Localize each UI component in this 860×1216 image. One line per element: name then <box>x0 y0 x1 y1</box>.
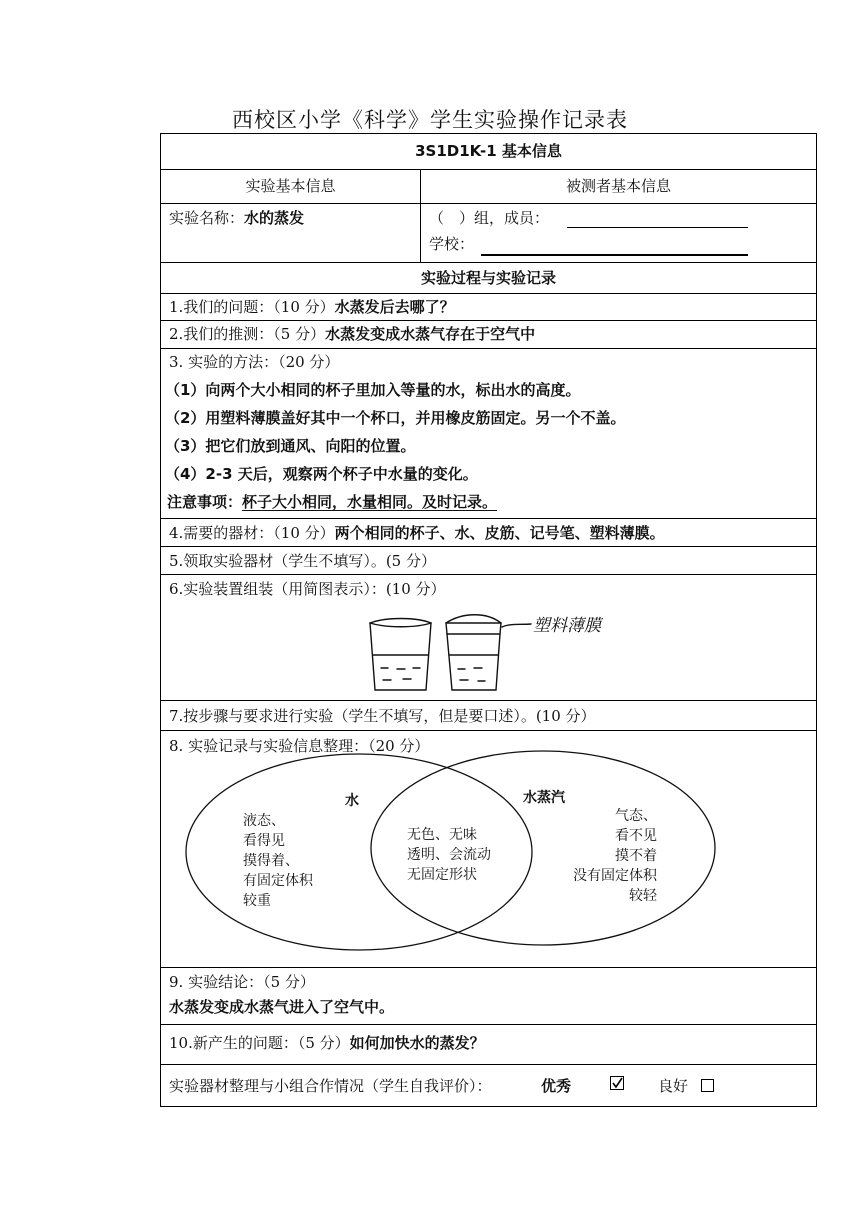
question-row-5 <box>161 547 816 575</box>
q3-step-4: （4）2-3 天后，观察两个杯子中水量的变化。 <box>165 465 478 483</box>
page-title: 西校区小学《科学》学生实验操作记录表 <box>232 108 628 132</box>
code-title: 3S1D1K-1 基本信息 <box>415 142 562 160</box>
vapor-item-2: 看不见 <box>615 828 657 844</box>
water-item-2: 看得见 <box>243 833 285 849</box>
question-row-4 <box>161 519 816 547</box>
question-row-2 <box>161 321 816 349</box>
water-item-4: 有固定体积 <box>243 873 313 889</box>
q10-answer: 如何加快水的蒸发？ <box>349 1034 485 1052</box>
q9-answer: 水蒸发变成水蒸气进入了空气中。 <box>169 998 395 1016</box>
vapor-item-5: 较轻 <box>629 888 657 904</box>
shared-item-2: 透明、会流动 <box>407 847 491 863</box>
process-title-row <box>161 263 816 294</box>
q3-step-2: （2）用塑料薄膜盖好其中一个杯口，并用橡皮筋固定。另一个不盖。 <box>165 409 626 427</box>
vapor-item-1: 气态、 <box>615 808 657 824</box>
question-row-10 <box>161 1025 816 1065</box>
q1-label: 1.我们的问题：（10 分） <box>169 298 335 316</box>
q3-step-3: （3）把它们放到通风、向阳的位置。 <box>165 437 416 455</box>
code-title-row <box>161 134 816 170</box>
group-label: （ ）组，成员： <box>429 209 550 227</box>
info-header-row <box>161 170 816 204</box>
q2-answer: 水蒸发变成水蒸气存在于空气中 <box>325 325 536 343</box>
q7-label: 7.按步骤与要求进行实验（学生不填写，但是要口述）。(10 分） <box>169 707 596 725</box>
experiment-info-header: 实验基本信息 <box>245 177 336 195</box>
question-row-3 <box>161 349 816 519</box>
q10-label: 10.新产生的问题：（5 分） <box>169 1034 350 1052</box>
option-good-label: 良好 <box>658 1077 689 1095</box>
subject-info-header: 被测者基本信息 <box>565 177 671 195</box>
check-mark-icon <box>611 1077 623 1089</box>
q3-note-label: 注意事项： <box>167 493 243 511</box>
question-row-1 <box>161 294 816 321</box>
self-evaluation-label: 实验器材整理与小组合作情况（学生自我评价）： <box>169 1077 492 1095</box>
excellent-checkbox[interactable] <box>610 1076 624 1090</box>
q8-label: 8. 实验记录与实验信息整理：（20 分） <box>169 737 430 755</box>
question-row-9 <box>161 968 816 1025</box>
water-item-5: 较重 <box>243 893 271 909</box>
vapor-item-4: 没有固定体积 <box>573 868 657 884</box>
shared-item-1: 无色、无味 <box>407 827 477 843</box>
q6-label: 6.实验装置组装（用简图表示）：(10 分） <box>169 580 446 598</box>
q1-answer: 水蒸发后去哪了？ <box>334 298 455 316</box>
question-row-6 <box>161 575 816 701</box>
experiment-name-value: 水的蒸发 <box>244 209 305 227</box>
experiment-name-field <box>169 208 304 228</box>
question-row-8 <box>161 731 816 968</box>
record-table <box>160 133 817 1107</box>
q9-label: 9. 实验结论：（5 分） <box>169 973 315 991</box>
q3-note: 杯子大小相同，水量相同。及时记录。 <box>242 493 498 511</box>
members-blank[interactable] <box>567 227 748 228</box>
q3-label: 3. 实验的方法：（20 分） <box>169 353 340 371</box>
plastic-film-label: 塑料薄膜 <box>533 616 601 636</box>
vapor-item-3: 摸不着 <box>615 848 657 864</box>
q4-answer: 两个相同的杯子、水、皮筋、记号笔、塑料薄膜。 <box>334 524 665 542</box>
cup-sketch <box>361 613 631 701</box>
good-checkbox[interactable] <box>701 1079 714 1092</box>
self-evaluation-row <box>161 1065 816 1106</box>
process-title: 实验过程与实验记录 <box>420 269 556 287</box>
water-item-1: 液态、 <box>243 813 285 829</box>
school-label: 学校： <box>429 235 475 253</box>
q3-step-1: （1）向两个大小相同的杯子里加入等量的水，标出水的高度。 <box>165 381 581 399</box>
vapor-title: 水蒸汽 <box>523 790 565 806</box>
water-title: 水 <box>345 793 359 809</box>
experiment-name-row <box>161 204 816 263</box>
q2-label: 2.我们的推测：（5 分） <box>169 325 326 343</box>
school-blank[interactable] <box>481 254 748 256</box>
question-row-7 <box>161 701 816 731</box>
option-excellent-label: 优秀 <box>541 1077 572 1095</box>
q4-label: 4.需要的器材：（10 分） <box>169 524 335 542</box>
q5-label: 5.领取实验器材（学生不填写）。(5 分） <box>169 552 436 570</box>
water-item-3: 摸得着、 <box>243 853 299 869</box>
shared-item-3: 无固定形状 <box>407 867 477 883</box>
experiment-name-label: 实验名称： <box>169 209 245 227</box>
